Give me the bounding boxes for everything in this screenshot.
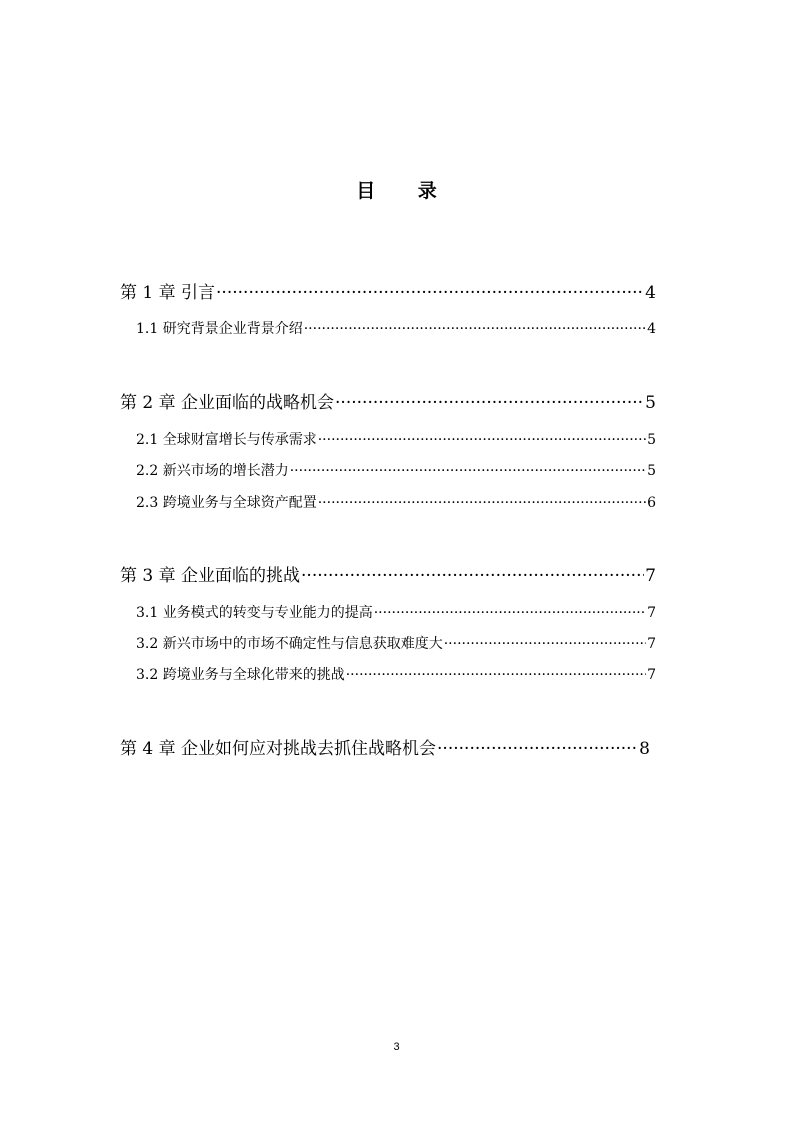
toc-title: 目 录	[356, 180, 455, 202]
dot-leader	[335, 393, 644, 413]
toc-entry-page: 4	[647, 321, 656, 337]
toc-entry-page: 5	[647, 432, 656, 448]
dot-leader	[444, 636, 646, 652]
toc-entry-chapter-2[interactable]	[120, 388, 656, 413]
toc-entry-page: 4	[645, 283, 656, 303]
page-number: 3	[393, 1041, 400, 1053]
toc-entry-label: 2.1 全球财富增长与传承需求	[136, 432, 317, 448]
toc-entry-section-3-3[interactable]	[136, 664, 656, 684]
toc-entry-page: 7	[647, 605, 656, 621]
toc-entry-section-3-2[interactable]	[136, 633, 656, 653]
dot-leader	[437, 739, 638, 759]
toc-entry-page: 6	[647, 495, 656, 511]
toc-entry-page: 7	[647, 636, 656, 652]
toc-entry-section-2-3[interactable]	[136, 492, 656, 512]
dot-leader	[290, 463, 646, 479]
dot-leader	[216, 283, 644, 303]
toc-entry-section-2-1[interactable]	[136, 429, 656, 449]
toc-entry-page: 7	[647, 667, 656, 683]
toc-entry-page: 8	[639, 739, 650, 759]
toc-entry-label: 第 2 章 企业面临的战略机会	[120, 393, 335, 413]
toc-entry-page: 5	[647, 463, 656, 479]
toc-entry-label: 2.2 新兴市场的增长潜力	[136, 463, 289, 479]
dot-leader	[304, 321, 646, 337]
toc-entry-page: 7	[645, 566, 656, 586]
toc-entry-label: 3.2 跨境业务与全球化带来的挑战	[136, 667, 345, 683]
dot-leader	[318, 495, 646, 511]
toc-entry-label: 第 3 章 企业面临的挑战	[120, 566, 301, 586]
toc-entry-label: 3.2 新兴市场中的市场不确定性与信息获取难度大	[136, 636, 443, 652]
toc-entry-section-1-1[interactable]	[136, 318, 656, 338]
dot-leader	[301, 566, 644, 586]
dot-leader	[374, 605, 646, 621]
toc-entry-label: 2.3 跨境业务与全球资产配置	[136, 495, 317, 511]
toc-entry-section-2-2[interactable]	[136, 460, 656, 480]
dot-leader	[318, 432, 646, 448]
dot-leader	[346, 667, 646, 683]
toc-entry-label: 1.1 研究背景企业背景介绍	[136, 321, 303, 337]
toc-entry-chapter-4[interactable]	[120, 734, 650, 759]
toc-entry-page: 5	[645, 393, 656, 413]
toc-entry-label: 第 1 章 引言	[120, 283, 216, 303]
toc-entry-label: 3.1 业务模式的转变与专业能力的提高	[136, 605, 373, 621]
toc-entry-chapter-3[interactable]	[120, 561, 656, 586]
toc-entry-chapter-1[interactable]	[120, 278, 656, 303]
toc-entry-label: 第 4 章 企业如何应对挑战去抓住战略机会	[120, 739, 437, 759]
toc-entry-section-3-1[interactable]	[136, 602, 656, 622]
